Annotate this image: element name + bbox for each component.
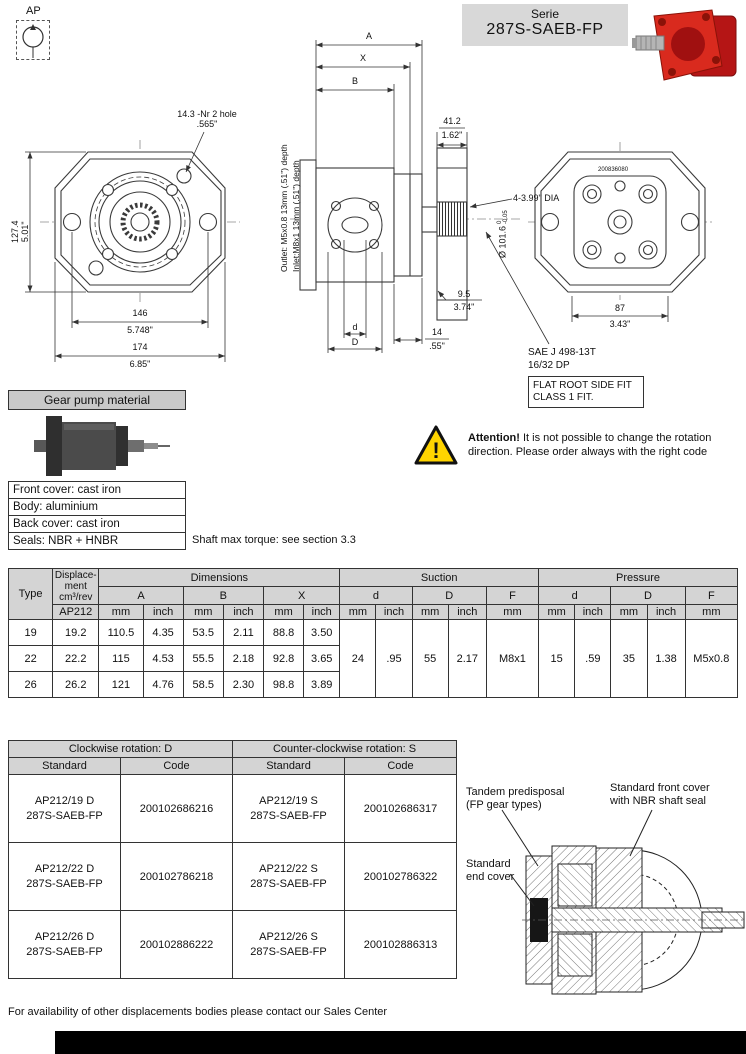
side-view xyxy=(300,148,467,320)
unit: inch xyxy=(304,605,340,620)
cell: 3.89 xyxy=(304,672,340,698)
cw-rotation-header: Clockwise rotation: D xyxy=(9,741,233,758)
unit: inch xyxy=(223,605,263,620)
attention-rest: It is not possible to change the rotation direction. Please order always with the right code xyxy=(468,432,712,458)
series-label: Serie xyxy=(530,7,559,21)
col-D: D xyxy=(611,587,685,605)
cell: 55 xyxy=(412,620,448,698)
col-type: Type xyxy=(9,569,53,620)
outlet-note: Outlet: M5x0.8 13mm (.51") depth xyxy=(279,144,289,272)
material-image xyxy=(8,410,186,482)
tandem-callout: Tandem predisposal (FP gear types) xyxy=(466,786,565,811)
front-width-in: 6.85" xyxy=(129,359,151,369)
units-row xyxy=(9,605,738,620)
table-row xyxy=(9,620,738,646)
ap-label: AP xyxy=(26,5,41,17)
dimensions-table xyxy=(8,568,738,698)
cell: M5x0.8 xyxy=(685,620,737,698)
unit: inch xyxy=(143,605,183,620)
cell: 3.65 xyxy=(304,646,340,672)
pump-product-photo xyxy=(632,4,744,90)
front-height-dim: 127.4 5.01" xyxy=(10,220,30,243)
depth-dim-in: .55" xyxy=(429,341,445,351)
cell: .95 xyxy=(376,620,412,698)
material-row: Front cover: cast iron xyxy=(8,481,186,499)
cell: 2.18 xyxy=(223,646,263,672)
cell: AP212/26 S 287S-SAEB-FP xyxy=(233,911,345,979)
cell: 115 xyxy=(99,646,143,672)
unit: inch xyxy=(575,605,611,620)
unit: mm xyxy=(264,605,304,620)
unit: mm xyxy=(340,605,376,620)
cell: 88.8 xyxy=(264,620,304,646)
pump-side-photo xyxy=(8,410,186,482)
cell: 35 xyxy=(611,620,647,698)
col-d: d xyxy=(539,587,611,605)
cell: 1.38 xyxy=(647,620,685,698)
hole-note: 14.3 -Nr 2 hole .565" xyxy=(177,109,237,129)
unit: inch xyxy=(448,605,486,620)
cell: 98.8 xyxy=(264,672,304,698)
sae-fit-note: FLAT ROOT SIDE FIT CLASS 1 FIT. xyxy=(528,376,644,408)
unit: mm xyxy=(539,605,575,620)
dim-a-label: A xyxy=(365,31,373,41)
cell: 3.50 xyxy=(304,620,340,646)
unit: mm xyxy=(412,605,448,620)
unit: inch xyxy=(376,605,412,620)
cell: 4.35 xyxy=(143,620,183,646)
pilot-dia-inch-note: 4-3.99" DIA xyxy=(513,193,560,203)
front-view xyxy=(55,152,225,292)
step-dim-mm: 9.5 xyxy=(457,289,471,299)
table-row xyxy=(9,843,457,911)
cell: 4.76 xyxy=(143,672,183,698)
unit: mm xyxy=(611,605,647,620)
bolt-span-in: 5.748" xyxy=(127,325,153,335)
front-width-mm: 174 xyxy=(132,342,148,352)
hydraulic-symbol xyxy=(16,20,50,60)
group-suction: Suction xyxy=(340,569,539,587)
table-row xyxy=(9,775,457,843)
unit: inch xyxy=(647,605,685,620)
cell: AP212/19 D 287S-SAEB-FP xyxy=(9,775,121,843)
cell: 53.5 xyxy=(183,620,223,646)
code-header: Code xyxy=(121,758,233,775)
cell: 110.5 xyxy=(99,620,143,646)
cell: 2.17 xyxy=(448,620,486,698)
pilot-dia-note: Ø 101.6 0 -0.05 xyxy=(497,210,509,258)
svg-text:!: ! xyxy=(432,438,440,463)
cell: 2.11 xyxy=(223,620,263,646)
step-dim-in: 3.74" xyxy=(453,302,475,312)
attention-bold: Attention! xyxy=(468,432,520,444)
code-header: Code xyxy=(345,758,457,775)
flange-dim-in: 1.62" xyxy=(441,130,463,140)
material-box xyxy=(8,390,186,550)
cell: 22 xyxy=(9,646,53,672)
cell: AP212/22 D 287S-SAEB-FP xyxy=(9,843,121,911)
cell: 200102686317 xyxy=(345,775,457,843)
cell: AP212/22 S 287S-SAEB-FP xyxy=(233,843,345,911)
material-title: Gear pump material xyxy=(8,390,186,410)
tolerance: 0 -0.05 xyxy=(497,210,509,224)
back-span-in: 3.43" xyxy=(609,319,631,329)
casting-code: 200836080 xyxy=(598,167,629,173)
cell: 55.5 xyxy=(183,646,223,672)
torque-note: Shaft max torque: see section 3.3 xyxy=(192,534,356,546)
col-d: d xyxy=(340,587,412,605)
cell: .59 xyxy=(575,620,611,698)
cell: 200102786218 xyxy=(121,843,233,911)
end-cover-callout: Standard end cover xyxy=(466,858,515,883)
unit: mm xyxy=(183,605,223,620)
cell: 4.53 xyxy=(143,646,183,672)
material-row: Seals: NBR + HNBR xyxy=(8,532,186,550)
sae-spline-note: SAE J 498-13T 16/32 DP xyxy=(528,347,596,371)
group-dimensions: Dimensions xyxy=(99,569,340,587)
flange-dim-mm: 41.2 xyxy=(443,116,461,126)
material-row: Back cover: cast iron xyxy=(8,515,186,533)
dim-b-label: B xyxy=(351,76,359,86)
group-pressure: Pressure xyxy=(539,569,738,587)
cell: 26.2 xyxy=(53,672,99,698)
cell: 200102886222 xyxy=(121,911,233,979)
cell: AP212/26 D 287S-SAEB-FP xyxy=(9,911,121,979)
col-X: X xyxy=(264,587,340,605)
header-row xyxy=(9,741,457,758)
cell: 19 xyxy=(9,620,53,646)
depth-dim-mm: 14 xyxy=(431,327,443,337)
cell: 200102686216 xyxy=(121,775,233,843)
col-D: D xyxy=(412,587,486,605)
cell: 19.2 xyxy=(53,620,99,646)
header-row xyxy=(9,569,738,587)
cell: M8x1 xyxy=(486,620,538,698)
ap-series-cell: AP212 xyxy=(53,605,99,620)
attention-note xyxy=(468,431,744,459)
footer-bar xyxy=(55,1031,746,1054)
port-d-label: d xyxy=(352,322,358,332)
unit: mm xyxy=(486,605,538,620)
pump-symbol-icon xyxy=(17,21,49,59)
bolt-span-mm: 146 xyxy=(132,308,148,318)
header-row xyxy=(9,758,457,775)
dim-x-label: X xyxy=(359,53,367,63)
series-value: 287S-SAEB-FP xyxy=(486,21,604,38)
series-title-box xyxy=(462,4,628,46)
cell: 15 xyxy=(539,620,575,698)
ccw-rotation-header: Counter-clockwise rotation: S xyxy=(233,741,457,758)
cell: AP212/19 S 287S-SAEB-FP xyxy=(233,775,345,843)
inlet-note: Inlet:M8x1 13mm (.51") depth xyxy=(291,160,301,272)
cell: 92.8 xyxy=(264,646,304,672)
availability-note: For availability of other displacements bodies please contact our Sales Center xyxy=(8,1006,388,1018)
cell: 24 xyxy=(340,620,376,698)
col-F: F xyxy=(486,587,538,605)
standard-header: Standard xyxy=(9,758,121,775)
col-displacement: Displace- ment cm³/rev xyxy=(53,569,99,605)
back-span-mm: 87 xyxy=(614,303,626,313)
warning-triangle-icon xyxy=(413,424,459,466)
col-A: A xyxy=(99,587,183,605)
cell: 121 xyxy=(99,672,143,698)
cell: 58.5 xyxy=(183,672,223,698)
table-row xyxy=(9,911,457,979)
cross-section-drawing xyxy=(462,808,746,1008)
port-D-label: D xyxy=(351,337,359,347)
standard-header: Standard xyxy=(233,758,345,775)
cell: 200102886313 xyxy=(345,911,457,979)
unit: mm xyxy=(99,605,143,620)
cell: 200102786322 xyxy=(345,843,457,911)
col-F: F xyxy=(685,587,737,605)
cell: 26 xyxy=(9,672,53,698)
cell: 2.30 xyxy=(223,672,263,698)
unit: mm xyxy=(685,605,737,620)
order-codes-table xyxy=(8,740,457,979)
front-cover-callout: Standard front cover with NBR shaft seal xyxy=(610,782,710,807)
material-row: Body: aluminium xyxy=(8,498,186,516)
cell: 22.2 xyxy=(53,646,99,672)
col-B: B xyxy=(183,587,263,605)
header-row xyxy=(9,587,738,605)
